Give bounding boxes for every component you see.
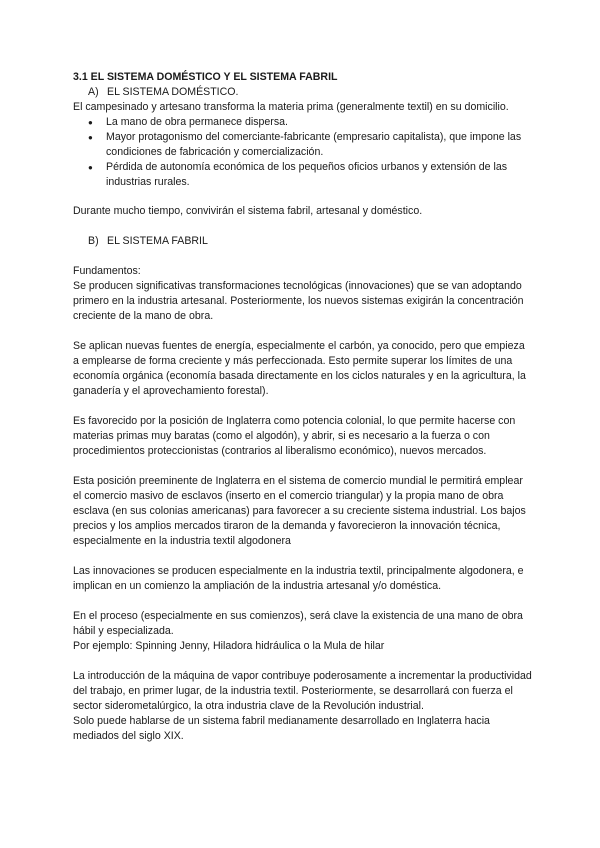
paragraph: La introducción de la máquina de vapor contribuye poderosamente a incrementar la productividad del trabajo, en primer lugar, de la industria textil. Posteriormente, se desarrollará con fuerza el sector siderometalúrgico, la otra industria clave de la Revolución industrial.: [73, 670, 532, 712]
intro-paragraph: El campesinado y artesano transforma la materia prima (generalmente textil) en su domicilio.: [73, 101, 509, 113]
subheading-letter: A): [88, 86, 99, 98]
paragraph: Se aplican nuevas fuentes de energía, especialmente el carbón, ya conocido, pero que empieza a emplearse de forma creciente y más perfeccionada. Esto permite superar los límites de una economía orgánica (economía basada directamente en los ciclos naturales y en la agricultura, la ganadería y el aprovechamiento forestal).: [73, 340, 526, 397]
subheading-fabril: [88, 234, 533, 249]
closing-paragraph: Durante mucho tiempo, convivirán el sistema fabril, artesanal y doméstico.: [73, 205, 423, 217]
subheading-domestico: [88, 85, 533, 100]
paragraph: Por ejemplo: Spinning Jenny, Hiladora hidráulica o la Mula de hilar: [73, 640, 385, 652]
bullet-item: ● Pérdida de autonomía económica de los pequeños oficios urbanos y extensión de las industrias rurales.: [73, 160, 533, 190]
paragraph: Las innovaciones se producen especialmente en la industria textil, principalmente algodonera, e implican en un comienzo la ampliación de la industria artesanal y/o doméstica.: [73, 565, 524, 592]
subheading-text: EL SISTEMA DOMÉSTICO.: [107, 86, 239, 98]
bullet-item: ● La mano de obra permanece dispersa.: [73, 115, 533, 130]
bullet-list: [73, 115, 533, 190]
section-heading: 3.1 EL SISTEMA DOMÉSTICO Y EL SISTEMA FABRIL: [73, 71, 338, 83]
subheading-text: EL SISTEMA FABRIL: [107, 235, 208, 247]
subheading-letter: B): [88, 235, 99, 247]
fundamentos-label: Fundamentos:: [73, 265, 141, 277]
paragraph: En el proceso (especialmente en sus comienzos), será clave la existencia de una mano de obra hábil y especializada.: [73, 610, 523, 637]
paragraph: Se producen significativas transformaciones tecnológicas (innovaciones) que se van adoptando primero en la industria artesanal. Posteriormente, los nuevos sistemas exigirán la concentración creciente de la mano de obra.: [73, 280, 524, 322]
paragraph: Solo puede hablarse de un sistema fabril medianamente desarrollado en Inglaterra hacia mediados del siglo XIX.: [73, 715, 490, 742]
paragraph: Esta posición preeminente de Inglaterra en el sistema de comercio mundial le permitirá emplear el comercio masivo de esclavos (inserto en el comercio triangular) y la propia mano de obra esclava (en sus colonias americanas) para favorecer a su creciente sistema industrial. Los bajos precios y los amplios mercados tiraron de la demanda y favorecieron la innovación técnica, especialmente en la industria textil algodonera: [73, 475, 526, 547]
document-body: [73, 70, 533, 744]
paragraph: Es favorecido por la posición de Inglaterra como potencia colonial, lo que permite hacerse con materias primas muy baratas (como el algodón), y abrir, si es necesario a la fuerza o con procedimientos proteccionistas (contrarios al liberalismo económico), nuevos mercados.: [73, 415, 516, 457]
bullet-item: ● Mayor protagonismo del comerciante-fabricante (empresario capitalista), que impone las condiciones de fabricación y comercialización.: [73, 130, 533, 160]
